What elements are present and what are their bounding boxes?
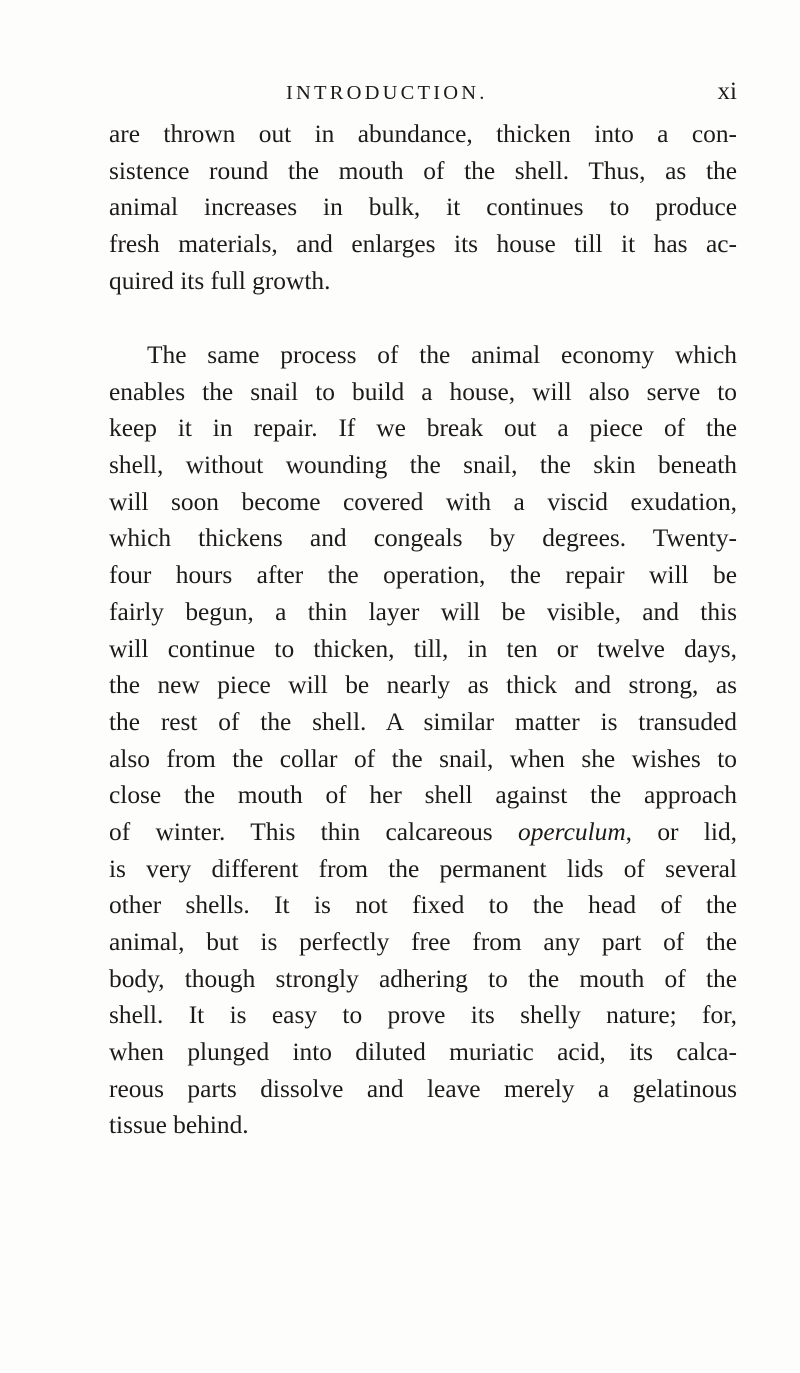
text-line-operculum	[109, 814, 737, 851]
text-line: animal, but is perfectly free from any part of the	[109, 928, 737, 956]
text-line: fresh materials, and enlarges its house till it has ac-	[109, 230, 737, 259]
text-line: the new piece will be nearly as thick and strong, as	[109, 671, 737, 700]
text-line: The same process of the animal economy which	[147, 341, 737, 369]
text-line: keep it in repair. If we break out a piece of the	[109, 414, 737, 443]
running-head-title: INTRODUCTION.	[286, 82, 488, 104]
italic-term-operculum: operculum	[518, 817, 626, 846]
text-fragment: , or lid,	[625, 817, 737, 846]
text-line: quired its full growth.	[109, 266, 331, 295]
paragraph-1	[109, 116, 737, 299]
text-line: are thrown out in abundance, thicken into a con-	[109, 120, 737, 148]
text-line: fairly begun, a thin layer will be visible, and this	[109, 597, 737, 626]
text-line: will soon become covered with a viscid exudation,	[109, 487, 737, 516]
page-number: xi	[717, 78, 737, 105]
text-line: is very different from the permanent lids of several	[109, 854, 737, 883]
text-line: close the mouth of her shell against the approach	[109, 781, 737, 810]
text-line: when plunged into diluted muriatic acid, its calca-	[109, 1038, 737, 1067]
text-line: animal increases in bulk, it continues to produce	[109, 193, 737, 222]
text-fragment: of winter. This thin calcareous	[109, 817, 518, 846]
text-line: the rest of the shell. A similar matter is transuded	[109, 707, 737, 736]
text-line: body, though strongly adhering to the mouth of the	[109, 964, 737, 993]
text-line: tissue behind.	[109, 1111, 249, 1140]
text-line: which thickens and congeals by degrees. Twenty-	[109, 524, 737, 553]
text-line: reous parts dissolve and leave merely a gelatinous	[109, 1074, 737, 1103]
text-line: other shells. It is not fixed to the head of the	[109, 891, 737, 920]
paragraph-2	[109, 337, 737, 1144]
text-line: shell, without wounding the snail, the skin beneath	[109, 451, 737, 480]
text-line: sistence round the mouth of the shell. Thus, as the	[109, 156, 737, 185]
text-line: four hours after the operation, the repair will be	[109, 561, 737, 590]
text-line: shell. It is easy to prove its shelly nature; for,	[109, 1001, 737, 1030]
running-head	[109, 78, 737, 108]
text-line: also from the collar of the snail, when she wishes to	[109, 744, 737, 773]
text-line: enables the snail to build a house, will also serve to	[109, 377, 737, 406]
text-line: will continue to thicken, till, in ten or twelve days,	[109, 634, 737, 663]
